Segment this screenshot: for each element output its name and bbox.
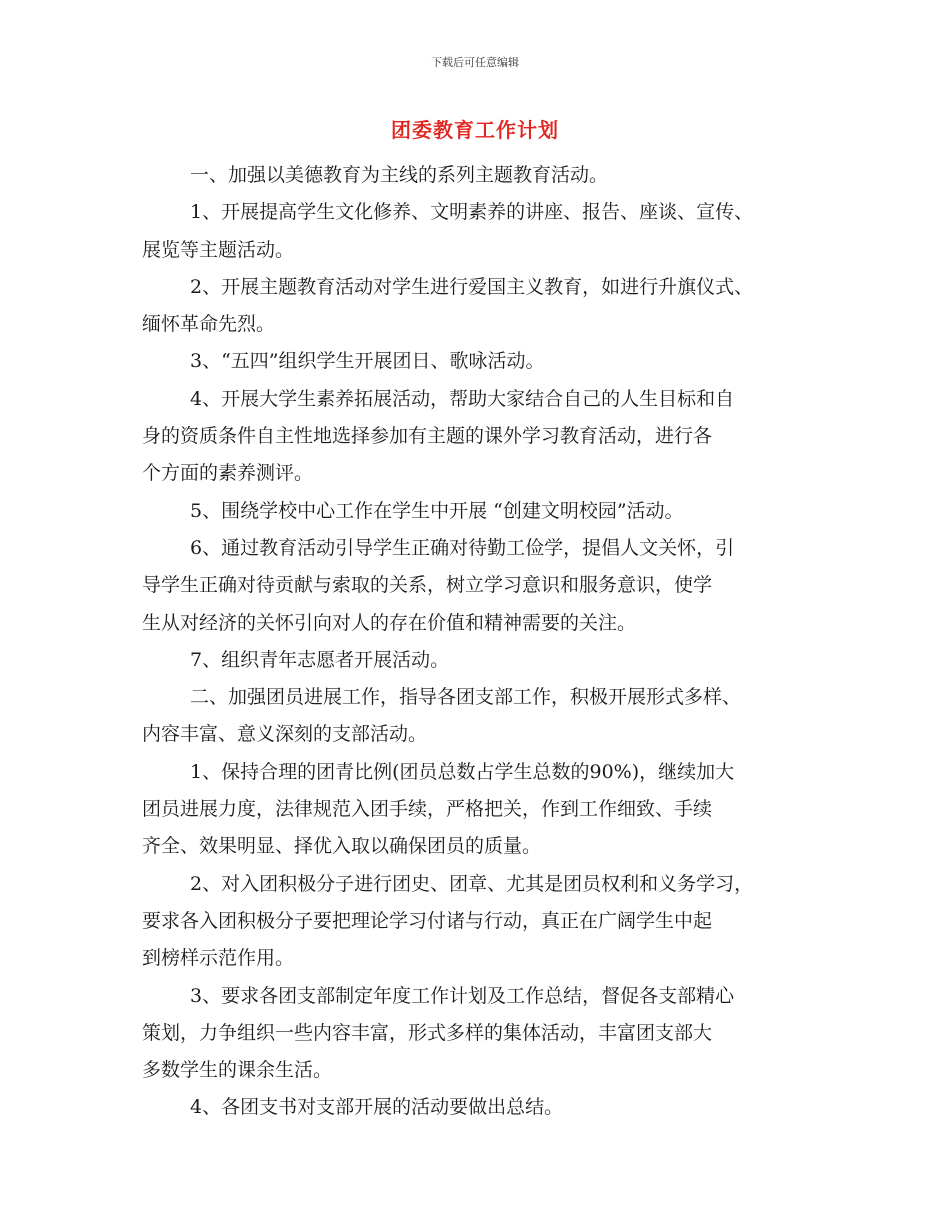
paragraph-line: 二、加强团员进展工作，指导各团支部工作，积极开展形式多样、 bbox=[190, 686, 742, 709]
paragraph-line: 导学生正确对待贡献与索取的关系，树立学习意识和服务意识，使学 bbox=[142, 574, 713, 597]
paragraph-line: 生从对经济的关怀引向对人的存在价值和精神需要的关注。 bbox=[142, 611, 637, 634]
paragraph-line: 齐全、效果明显、择优入取以确保团员的质量。 bbox=[142, 835, 542, 858]
document-body bbox=[142, 157, 832, 1127]
paragraph-line: 策划，力争组织一些内容丰富，形式多样的集体活动，丰富团支部大 bbox=[142, 1021, 713, 1044]
paragraph-line: 内容丰富、意义深刻的支部活动。 bbox=[142, 723, 428, 746]
paragraph-line: 5、围绕学校中心工作在学生中开展 “创建文明校园”活动。 bbox=[190, 499, 684, 522]
paragraph-line: 7、组织青年志愿者开展活动。 bbox=[190, 648, 450, 671]
page-header: 下载后可任意编辑 bbox=[431, 56, 519, 69]
paragraph-line: 4、各团支书对支部开展的活动要做出总结。 bbox=[190, 1096, 564, 1119]
paragraph-line: 一、加强以美德教育为主线的系列主题教育活动。 bbox=[190, 164, 609, 186]
paragraph-line: 1、开展提高学生文化修养、文明素养的讲座、报告、座谈、宣传、 bbox=[190, 201, 754, 224]
paragraph-line: 6、通过教育活动引导学生正确对待勤工俭学，提倡人文关怀，引 bbox=[190, 536, 735, 559]
paragraph-line: 2、对入团积极分子进行团史、团章、尤其是团员权利和义务学习， bbox=[190, 872, 754, 895]
paragraph-line: 个方面的素养测评。 bbox=[142, 462, 314, 485]
paragraph-line: 3、“五四”组织学生开展团日、歌咏活动。 bbox=[190, 350, 545, 373]
paragraph-line: 团员进展力度，法律规范入团手续，严格把关，作到工作细致、手续 bbox=[142, 798, 713, 821]
paragraph-line: 2、开展主题教育活动对学生进行爱国主义教育，如进行升旗仪式、 bbox=[190, 275, 754, 298]
paragraph-line: 到榜样示范作用。 bbox=[142, 947, 295, 970]
paragraph-line: 缅怀革命先烈。 bbox=[142, 313, 276, 336]
paragraph-line: 展览等主题活动。 bbox=[142, 238, 295, 261]
paragraph-line: 1、保持合理的团青比例(团员总数占学生总数的90%)，继续加大 bbox=[190, 760, 735, 783]
paragraph-line: 3、要求各团支部制定年度工作计划及工作总结，督促各支部精心 bbox=[190, 984, 735, 1007]
paragraph-line: 身的资质条件自主性地选择参加有主题的课外学习教育活动，进行各 bbox=[142, 425, 713, 448]
document-title: 团委教育工作计划 bbox=[391, 118, 559, 142]
paragraph-line: 要求各入团积极分子要把理论学习付诸与行动，真正在广阔学生中起 bbox=[142, 909, 713, 932]
paragraph-line: 多数学生的课余生活。 bbox=[142, 1059, 333, 1082]
paragraph-line: 4、开展大学生素养拓展活动，帮助大家结合自己的人生目标和自 bbox=[190, 387, 735, 410]
